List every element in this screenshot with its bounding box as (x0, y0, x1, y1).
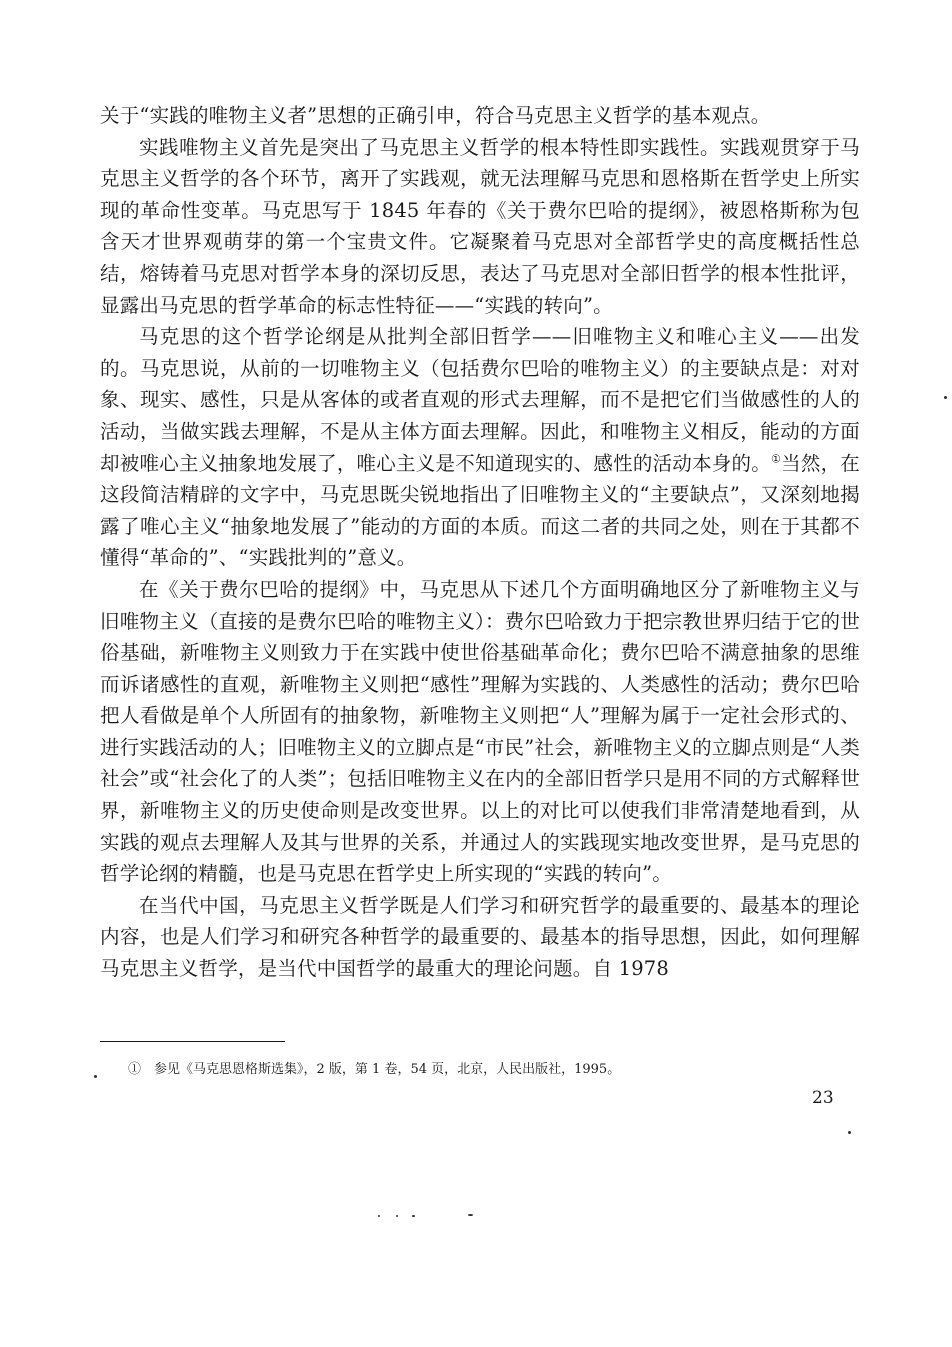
scan-speck (94, 1075, 97, 1078)
scan-speck (412, 1215, 415, 1217)
footnote-divider (100, 1041, 285, 1042)
footnote: ① 参见《马克思恩格斯选集》，2 版，第 1 卷，54 页，北京，人民出版社，1995。 (128, 1062, 621, 1077)
paragraph-4: 在《关于费尔巴哈的提纲》中，马克思从下述几个方面明确地区分了新唯物主义与旧唯物主义（直接的是费尔巴哈的唯物主义）：费尔巴哈致力于把宗教世界归结于它的世俗基础，新唯物主义则致力于在实践中使世俗基础革命化；费尔巴哈不满意抽象的思维而诉诸感性的直观，新唯物主义则把“感性”理解为实践的、人类感性的活动；费尔巴哈把人看做是单个人所固有的抽象物，新唯物主义则把“人”理解为属于一定社会形式的、进行实践活动的人；旧唯物主义的立脚点是“市民”社会，新唯物主义的立脚点则是“人类社会”或“社会化了的人类”；包括旧唯物主义在内的全部旧哲学只是用不同的方式解释世界，新唯物主义的历史使命则是改变世界。以上的对比可以使我们非常清楚地看到，从实践的观点去理解人及其与世界的关系，并通过人的实践现实地改变世界，是马克思的哲学论纲的精髓，也是马克思在哲学史上所实现的“实践的转向”。 (100, 577, 860, 886)
paragraph-3-continuation: 当然，在这段简洁精辟的文字中，马克思既尖锐地指出了旧唯物主义的“主要缺点”，又深刻地揭露了唯心主义“抽象地发展了”能动的方面的本质。而这二者的共同之处，则在于其都不懂得“革命的”、“实践批判的”意义。 (100, 451, 860, 570)
scan-speck (378, 1215, 380, 1217)
paragraph-3 (100, 321, 860, 574)
body-text (100, 100, 860, 985)
scan-speck (468, 1214, 473, 1216)
page-number: 23 (812, 1088, 834, 1108)
scan-speck (848, 1131, 851, 1134)
paragraph-1: 关于“实践的唯物主义者”思想的正确引申，符合马克思主义哲学的基本观点。 (100, 104, 771, 127)
paragraph-2: 实践唯物主义首先是突出了马克思主义哲学的根本特性即实践性。实践观贯穿于马克思主义哲学的各个环节，离开了实践观，就无法理解马克思和恩格斯在哲学史上所实现的革命性变革。马克思写于 1845 年春的《关于费尔巴哈的提纲》，被恩格斯称为包含天才世界观萌芽的第一个宝贵文件。它凝聚着马克思对全部哲学史的高度概括性总结，熔铸着马克思对哲学本身的深切反思，表达了马克思对全部旧哲学的根本性批评，显露出马克思的哲学革命的标志性特征——“实践的转向”。 (100, 135, 860, 317)
paragraph-5: 在当代中国，马克思主义哲学既是人们学习和研究哲学的最重要的、最基本的理论内容，也是人们学习和研究各种哲学的最重要的、最基本的指导思想，因此，如何理解马克思主义哲学，是当代中国哲学的最重大的理论问题。自 1978 (100, 893, 860, 981)
paragraph-3-text: 马克思的这个哲学论纲是从批判全部旧哲学——旧唯物主义和唯心主义——出发的。马克思说，从前的一切唯物主义（包括费尔巴哈的唯物主义）的主要缺点是：对对象、现实、感性，只是从客体的或者直观的形式去理解，而不是把它们当做感性的人的活动，当做实践去理解，不是从主体方面去理解。因此，和唯物主义相反，能动的方面却被唯心主义抽象地发展了，唯心主义是不知道现实的、感性的活动本身的。 (100, 325, 860, 475)
scan-speck (944, 396, 947, 399)
footnote-reference[interactable]: ① (770, 452, 782, 466)
scan-speck (396, 1215, 398, 1217)
